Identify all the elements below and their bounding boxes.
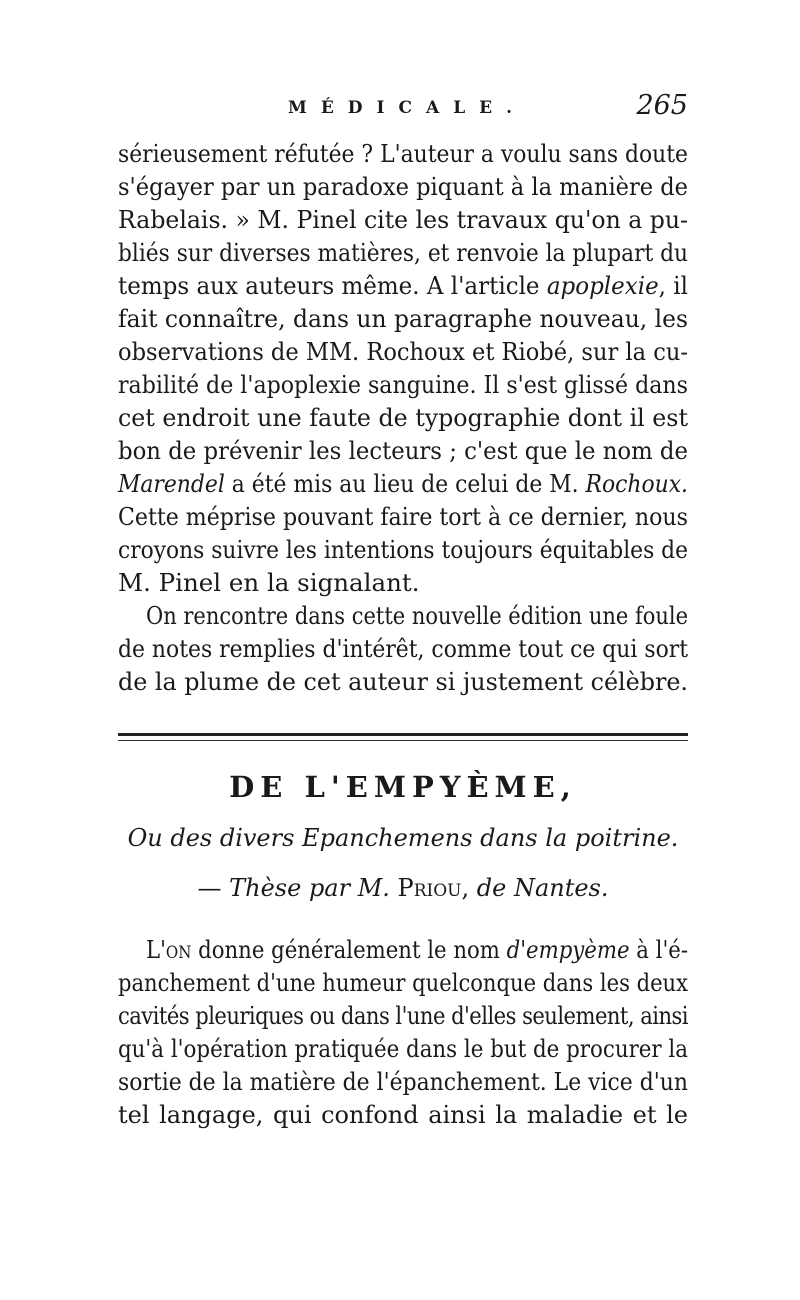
text-run: , il bbox=[658, 271, 688, 300]
text-line: panchement d'une humeur quelconque dans les deux bbox=[118, 969, 688, 997]
text-line: qu'à l'opération pratiquée dans le but de procurer la bbox=[118, 1035, 688, 1063]
text-line: M. Pinel en la signalant. bbox=[118, 568, 420, 597]
byline-author: Priou bbox=[397, 874, 462, 902]
text-line: tel langage, qui confond ainsi la maladie et le bbox=[118, 1101, 688, 1129]
text-line: On rencontre dans cette nouvelle édition une foule bbox=[146, 601, 688, 630]
text-line: de la plume de cet auteur si justement célèbre. bbox=[118, 667, 688, 696]
text-run: a été mis au lieu de celui de M. bbox=[224, 469, 586, 498]
italic-name: Marendel bbox=[118, 469, 225, 498]
byline-dash: — bbox=[197, 874, 222, 902]
article-subtitle: Ou des divers Epanchemens dans la poitrine. bbox=[127, 824, 679, 852]
text-line: sérieusement réfutée ? L'auteur a voulu sans doute bbox=[118, 139, 688, 168]
text-run: à l'é- bbox=[629, 936, 688, 964]
text-line: bliés sur diverses matières, et renvoie la plupart du bbox=[118, 238, 688, 267]
text-line: observations de MM. Rochoux et Riobé, sur la cu- bbox=[118, 337, 688, 366]
text-line: cavités pleuriques ou dans l'une d'elles seulement, ainsi bbox=[118, 1002, 688, 1030]
text-line: bon de prévenir les lecteurs ; c'est que le nom de bbox=[118, 436, 688, 465]
italic-term: d'empyème bbox=[506, 936, 630, 964]
article-byline bbox=[118, 874, 688, 902]
running-title: MÉDICALE. bbox=[288, 98, 527, 118]
text-run: donne généralement le nom bbox=[191, 936, 507, 964]
text-line: Rabelais. » M. Pinel cite les travaux qu'on a pu- bbox=[118, 205, 688, 234]
text-line bbox=[118, 271, 688, 301]
text-line: rabilité de l'apoplexie sanguine. Il s'est glissé dans bbox=[118, 370, 688, 399]
text-line: fait connaître, dans un paragraphe nouveau, les bbox=[118, 304, 688, 333]
section-rule-thin bbox=[118, 740, 688, 741]
section-rule bbox=[118, 733, 688, 736]
running-head bbox=[118, 90, 688, 128]
text-line: de notes remplies d'intérêt, comme tout ce qui sort bbox=[118, 634, 688, 663]
article-title: DE L'EMPYÈME, bbox=[229, 770, 577, 804]
text-line bbox=[118, 935, 688, 965]
text-line bbox=[118, 469, 688, 499]
byline-sep: , bbox=[461, 874, 477, 902]
text-line: Cette méprise pouvant faire tort à ce dernier, nous bbox=[118, 502, 688, 531]
opening-word: L'on bbox=[146, 936, 192, 964]
text-line: sortie de la matière de l'épanchement. Le vice d'un bbox=[118, 1068, 688, 1096]
italic-term: apoplexie bbox=[546, 271, 659, 300]
text-run: temps aux auteurs même. A l'article bbox=[118, 271, 547, 300]
text-line: croyons suivre les intentions toujours équitables de bbox=[118, 535, 688, 564]
text-line: cet endroit une faute de typographie dont il est bbox=[118, 403, 688, 432]
byline-place: de Nantes. bbox=[476, 874, 609, 902]
page-number: 265 bbox=[636, 90, 688, 121]
italic-name: Rochoux. bbox=[585, 469, 688, 498]
text-line: s'égayer par un paradoxe piquant à la manière de bbox=[118, 172, 688, 201]
byline-prefix: Thèse par M. bbox=[229, 874, 398, 902]
